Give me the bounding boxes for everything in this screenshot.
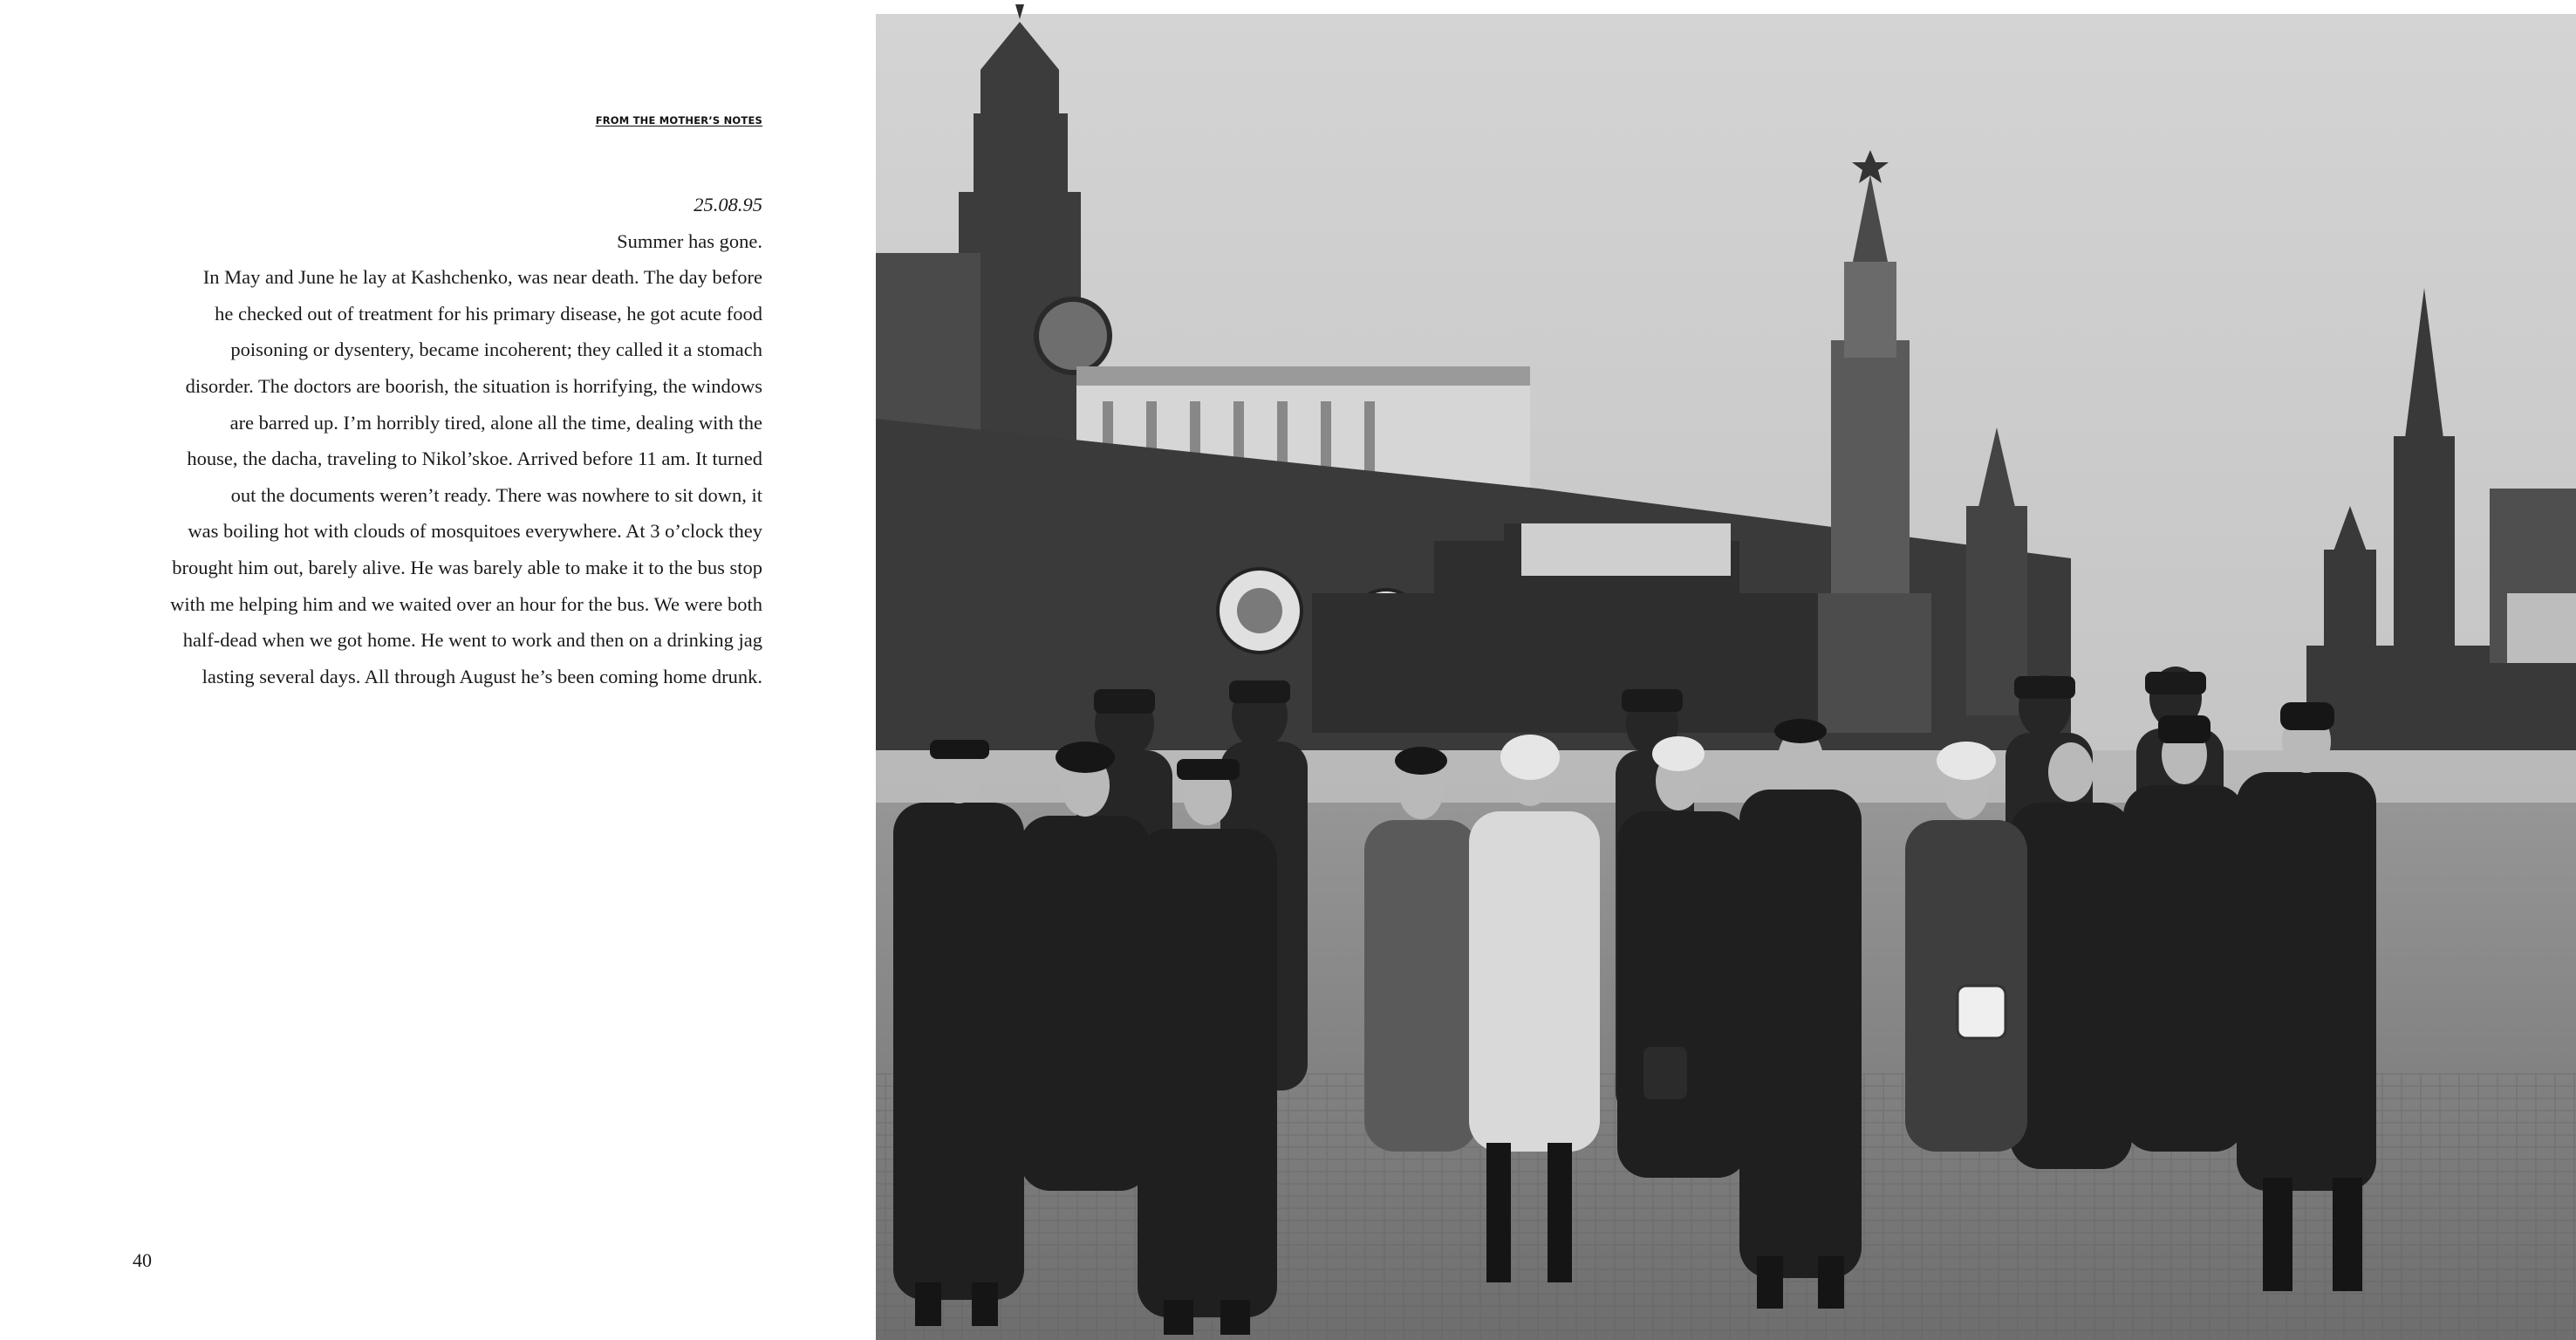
entry-line: he checked out of treatment for his primary disease, he got acute food (215, 302, 762, 325)
entry-line: half-dead when we got home. He went to work and then on a drinking jag (182, 629, 762, 652)
entry-line: Summer has gone. (617, 229, 762, 252)
dark-handbag (1643, 1047, 1687, 1099)
diary-entry (122, 187, 762, 694)
entry-date: 25.08.95 (694, 194, 762, 215)
entry-line: poisoning or dysentery, became incoherent; they called it a stomach (230, 338, 762, 361)
grey-coat (1364, 820, 1478, 1152)
white-coat (1469, 811, 1600, 1152)
entry-line: house, the dacha, traveling to Nikol’skoe. Arrived before 11 am. It turned (187, 448, 762, 470)
entry-line: with me helping him and we waited over an hour for the bus. We were both (170, 592, 762, 615)
photo-illustration (876, 0, 2576, 1340)
photo-top-border (876, 0, 2576, 14)
white-handbag (1958, 986, 2005, 1038)
entry-line: are barred up. I’m horribly tired, alone all the time, dealing with the (229, 411, 762, 434)
entry-line: In May and June he lay at Kashchenko, was near death. The day before (202, 266, 762, 289)
section-label: FROM THE MOTHER’S NOTES (595, 114, 762, 126)
left-page (0, 0, 876, 1340)
page-number: 40 (133, 1249, 152, 1271)
entry-line: brought him out, barely alive. He was barely able to make it to the bus stop (172, 556, 762, 578)
entry-line: disorder. The doctors are boorish, the situation is horrifying, the windows (185, 374, 762, 397)
entry-line: was boiling hot with clouds of mosquitoes everywhere. At 3 o’clock they (188, 520, 762, 543)
entry-line: lasting several days. All through August he’s been coming home drunk. (202, 665, 762, 687)
group-photo-red-square (876, 0, 2576, 1340)
entry-line: out the documents weren’t ready. There was nowhere to sit down, it (230, 483, 762, 506)
